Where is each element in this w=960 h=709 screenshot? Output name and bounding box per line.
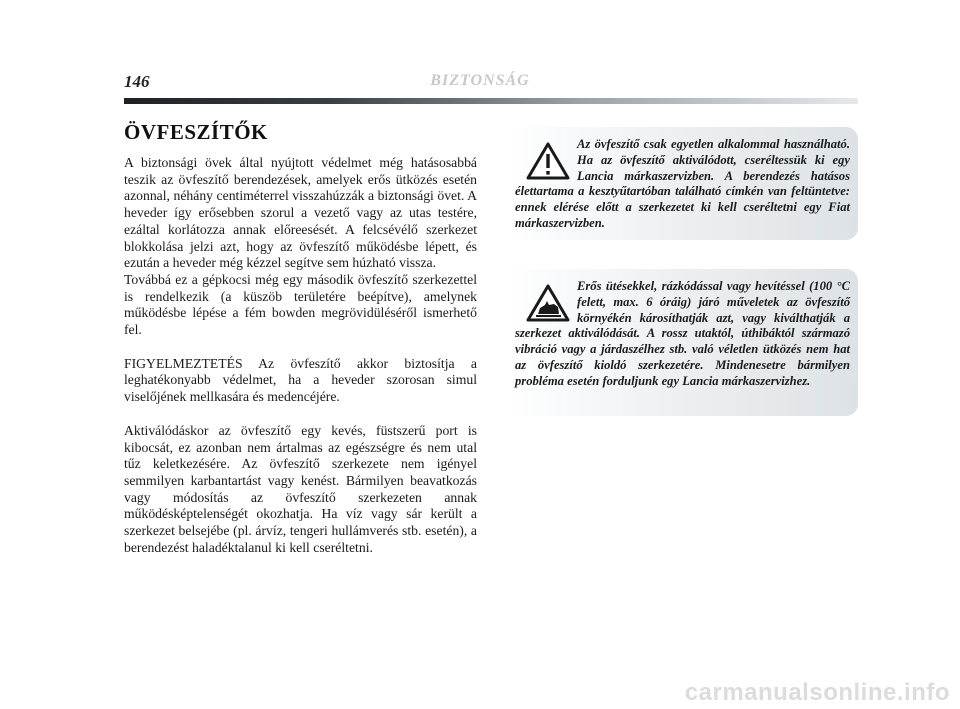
paragraph-1: A biztonsági övek által nyújtott védelmet még hatásosabbá teszik az övfeszítő berendezések, amelyek erős ütközés esetén azonnal, néhány centiméterrel visszahúzzák a biztonsági övet. A heveder így erősebben szorul a vezető vagy az utas testére, ezáltal korlátozza annak előreesését. A felcsévélő szerkezet blokkolása jelzi azt, hogy az övfeszítő működésbe lépett, és ezután a heveder még kézzel segítve sem húzható vissza. xyxy=(124,155,477,271)
hand-warning-icon xyxy=(525,283,571,323)
header-rule xyxy=(124,98,858,104)
caution-note-text: Erős ütésekkel, rázkódással vagy hevítéssel (100 °C felett, max. 6 óráig) járó műveletek az övfeszítő környékén károsíthatják azt, vagy kiválthatják a szerkezet aktiválódását. A rossz utaktól, úthibáktól származó vibráció vagy a járdaszélhez stb. való véletlen ütközés nem hat az övfeszítő kioldó szerkezetére. Mindenesetre bármilyen probléma esetén forduljunk egy Lancia márkaszervizhez. xyxy=(515,279,850,388)
warning-note-box xyxy=(507,127,858,240)
watermark: carmanualsonline.info xyxy=(684,679,950,706)
page-number: 146 xyxy=(124,72,150,91)
caution-note-box xyxy=(507,269,858,416)
section-header: BIZTONSÁG xyxy=(430,72,530,89)
warning-note-text: Az övfeszítő csak egyetlen alkalommal használható. Ha az övfeszítő aktiválódott, cseréltessük ki egy Lancia márkaszervizben. A berendezés hatásos élettartama a kesztyűtartóban található címkén van feltüntetve: ennek elérése előtt a szerkezetet ki kell cseréltetni egy Fiat márkaszervizben. xyxy=(515,137,850,230)
article-title: ÖVFESZÍTŐK xyxy=(124,120,268,144)
paragraph-warning: FIGYELMEZTETÉS Az övfeszítő akkor biztosítja a leghatékonyabb védelmet, ha a heveder szorosan simul viselőjének mellkasára és medencéjére. xyxy=(124,355,477,405)
paragraph-2: Továbbá ez a gépkocsi még egy második övfeszítő szerkezettel is rendelkezik (a küszöb területére beépítve), amelynek működésbe lépése a fém bowden megrövidüléséről ismerhető fel. xyxy=(124,271,477,338)
paragraph-4: Aktiválódáskor az övfeszítő egy kevés, füstszerű port is kibocsát, ez azonban nem ártalmas az egészségre és nem utal tűz keletkezésére. Az övfeszítő szerkezete nem igényel semmilyen karbantartást vagy kenést. Bármilyen beavatkozás vagy módosítás az övfeszítő szerkezeten annak működésképtelenségét okozhatja. Ha víz vagy sár került a szerkezet belsejébe (pl. árvíz, tengeri hullámverés stb. esetén), a berendezést haladéktalanul ki kell cseréltetni. xyxy=(124,422,477,555)
main-article xyxy=(124,120,477,556)
warning-triangle-icon xyxy=(525,141,571,181)
